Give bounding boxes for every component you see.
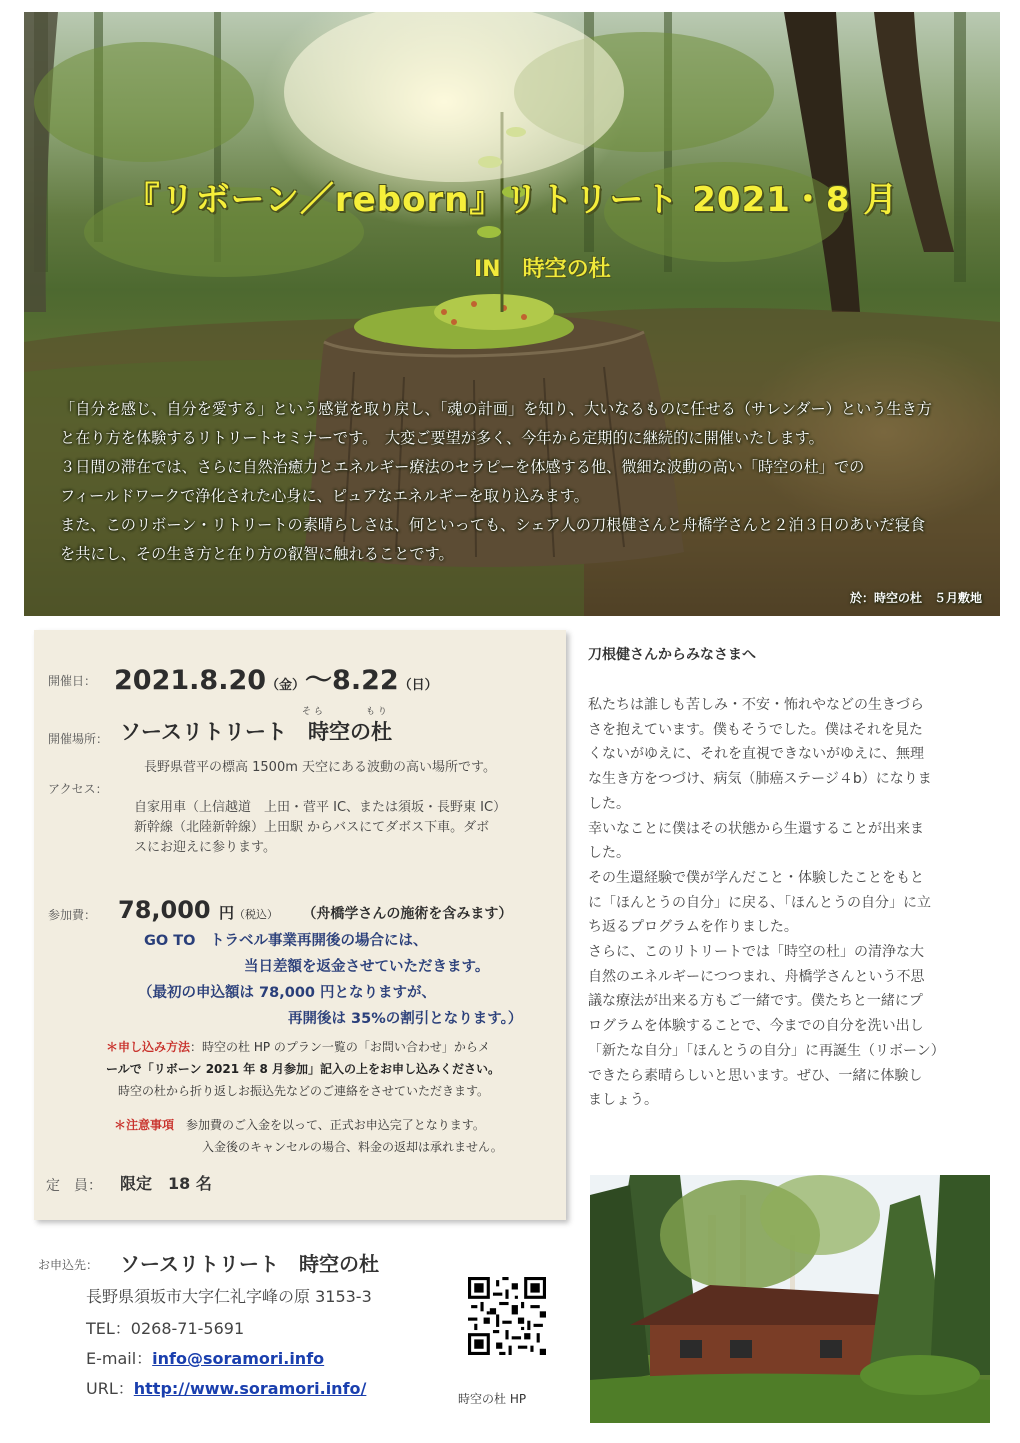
message-line: その生還経験で僕が学んだこと・体験したことをもと [588,869,924,886]
contact-email-row [86,1346,324,1369]
message-line: した。 [588,845,630,862]
apply-line: 時空の杜から折り返しお振込先などのご連絡をさせていただきます。 [118,1084,490,1098]
email-link[interactable]: info@soramori.info [152,1349,325,1368]
message-line: ログラムを体験することで、今までの自分を洗い出し [588,1018,924,1035]
qr-caption: 時空の杜 HP [458,1392,527,1406]
email-label: E-mail： [86,1349,153,1368]
contact-url-row [86,1376,366,1399]
fee-unit: 円 [218,904,234,922]
message-title: 刀根健さんからみなさまへ [588,647,756,663]
event-date [114,658,438,697]
intro-line: また、このリボーン・リトリートの素晴らしさは、何といっても、シェア人の刀根健さんと舟橋学さんと２泊３日のあいだ寝食 [60,516,926,534]
apply-instructions [106,1036,490,1058]
event-title: 『リボーン／reborn』リトリート 2021・8 月 [125,180,899,220]
hero-photo [24,12,1000,616]
message-line: 自然のエネルギーにつつまれ、舟橋学さんという不思 [588,968,925,985]
date-end: 8.22 [332,665,399,696]
message-line: 私たちは誰しも苦しみ・不安・怖れやなどの生きづら [588,697,924,713]
fee-note: （舟橋学さんの施術を含みます） [302,906,513,922]
capacity-label: 定 員： [46,1178,102,1194]
message-line: さらに、このリトリートでは「時空の杜」の清浄な大 [588,944,924,961]
access-line: 自家用車（上信越道 上田・菅平 IC、または須坂・長野東 IC） [134,800,507,815]
date-separator: 〜 [305,665,333,696]
url-label: URL： [86,1379,134,1398]
contact-address: 長野県須坂市大字仁礼字峰の原 3153-3 [86,1287,372,1306]
qr-code[interactable] [468,1277,546,1355]
access-line: 新幹線（北陸新幹線）上田駅 からバスにてダボス下車。ダボ [134,820,490,835]
message-line: ましょう。 [588,1092,658,1109]
notice-line: 参加費のご入金を以って、正式お申込完了となります。 [186,1118,485,1132]
message-body [588,693,990,1113]
venue-label: 開催場所： [48,732,109,746]
date-start-day: （金） [266,678,306,693]
fee [118,896,512,924]
intro-line: を共にし、その生き方と在り方の叡智に触れることです。 [60,545,454,563]
message-line: に「ほんとうの自分」に戻る、「ほんとうの自分」に立 [588,894,931,911]
notice-line: 入金後のキャンセルの場合、料金の返却は承れません。 [202,1140,503,1154]
intro-line: と在り方を体験するリトリートセミナーです。 大変ご要望が多く、今年から定期的に継続的に開催いたします。 [60,429,824,447]
message-line: 「新たな自分」「ほんとうの自分」に再誕生（リボーン） [588,1042,945,1059]
lodge-photo [590,1175,990,1423]
fee-tax: （税込） [234,908,278,921]
intro-text [60,395,990,569]
goto-line: 再開後は 35%の割引となります。） [288,1011,523,1027]
intro-line: ３日間の滞在では、さらに自然治癒力とエネルギー療法のセラピーを体感する他、微細な波動の高い「時空の杜」での [60,458,865,476]
message-line: 議な療法が出来る方もご一緒です。僕たちと一緒にプ [588,993,923,1010]
apply-line-text: ールで「リボーン 2021 年 8 月参加」記入の上をお申し込みください。 [106,1062,500,1076]
date-label: 開催日： [48,674,97,688]
message-line: くないがゆえに、それを直視できないがゆえに、無理 [588,746,924,763]
intro-line: フィールドワークで浄化された心身に、ピュアなエネルギーを取り込みます。 [60,487,589,505]
contact-name: ソースリトリート 時空の杜 [120,1252,379,1276]
message-line: ち返るプログラムを作りました。 [588,919,798,936]
message-line: 幸いなことに僕はその状態から生還することが出来ま [588,820,924,837]
venue-description: 長野県菅平の標高 1500m 天空にある波動の高い場所です。 [144,760,496,775]
venue-name: ソースリトリート 時空の杜 [120,720,392,744]
message-line: な生き方をつづけ、病気（肺癌ステージ４b）になりま [588,771,932,788]
notice [114,1114,485,1136]
date-start: 2021.8.20 [114,665,267,696]
event-subtitle: IN 時空の杜 [474,257,611,282]
access-line: スにお迎えに参ります。 [134,840,276,855]
venue-ruby-mori: も り [366,707,387,717]
fee-amount: 78,000 [118,896,211,924]
message-line: した。 [588,795,630,812]
notice-mark: ＊注意事項 [114,1118,175,1132]
apply-line [106,1058,500,1080]
access-label: アクセス： [48,782,108,796]
event-details-panel [34,630,566,1220]
website-link[interactable]: http://www.soramori.info/ [133,1379,367,1398]
capacity: 限定 18 名 [120,1174,212,1193]
lodge-illustration [590,1175,990,1423]
contact-label: お申込先： [38,1258,99,1272]
photo-credit: 於：時空の杜 ５月敷地 [849,591,982,605]
goto-line: 当日差額を返金させていただきます。 [244,959,490,975]
fee-label: 参加費： [48,908,97,922]
apply-line: ：時空の杜 HP のプラン一覧の「お問い合わせ」からメ [190,1040,490,1054]
message-line: さを抱えています。僕もそうでした。僕はそれを見た [588,721,923,738]
goto-line: GO TO トラベル事業再開後の場合には、 [144,933,428,949]
contact-tel: TEL：0268-71-5691 [86,1319,245,1338]
message-line: できたら素晴らしいと思います。ぜひ、一緒に体験し [588,1067,923,1084]
goto-line: （最初の申込額は 78,000 円となりますが、 [138,985,437,1001]
apply-mark: ＊申し込み方法 [106,1040,191,1054]
date-end-day: （日） [398,678,438,693]
intro-line: 「自分を感じ、自分を愛する」という感覚を取り戻し、「魂の計画」を知り、大いなるものに任せる（サレンダー）という生き方 [60,400,932,418]
venue-ruby-sora: そ ら [302,707,323,717]
